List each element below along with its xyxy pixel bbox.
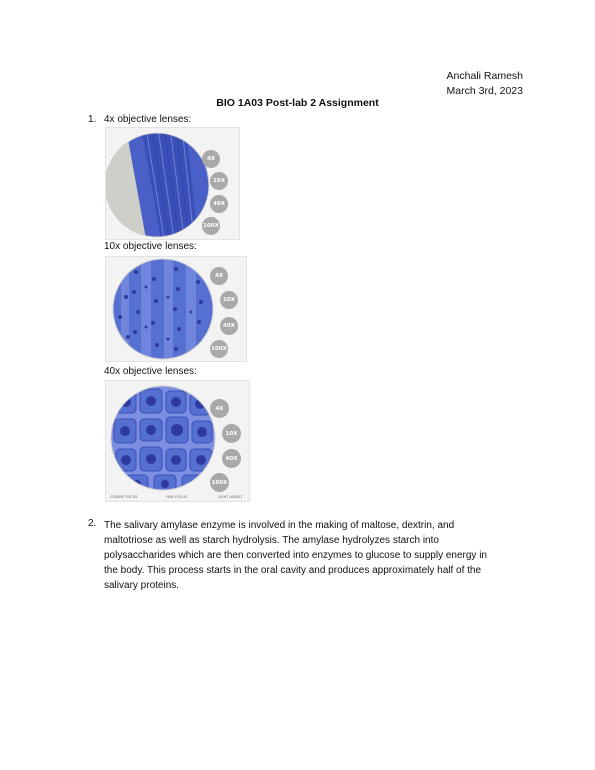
question-1-number: 1.: [88, 114, 97, 125]
zoom-100x-button: 100X: [210, 340, 228, 358]
zoom-4x-button: 4X: [210, 267, 228, 285]
answer-line: polysaccharides which are then converted into enzymes to glucose to supply energy in: [104, 550, 487, 561]
answer-line: the body. This process starts in the oral cavity and produces approximately half of the: [104, 565, 482, 576]
answer-line: The salivary amylase enzyme is involved in the making of maltose, dextrin, and: [104, 520, 455, 531]
answer-line: salivary proteins.: [104, 580, 180, 591]
zoom-100x-button: 100X: [202, 217, 220, 235]
zoom-4x-button: 4X: [202, 150, 220, 168]
zoom-10x-button: 10X: [210, 172, 228, 190]
date: March 3rd, 2023: [446, 85, 523, 97]
zoom-40x-button: 40X: [222, 449, 241, 468]
question-2-answer: [104, 518, 544, 593]
document-title: BIO 1A03 Post-lab 2 Assignment: [216, 97, 379, 109]
zoom-10x-button: 10X: [222, 424, 241, 443]
micrograph-4x: [105, 127, 240, 240]
micrograph-40x: [105, 380, 250, 502]
micrograph-10x: [105, 256, 247, 362]
zoom-40x-button: 40X: [210, 195, 228, 213]
author-name: Anchali Ramesh: [446, 70, 523, 82]
zoom-100x-button: 100X: [210, 473, 229, 492]
zoom-4x-button: 4X: [210, 399, 229, 418]
question-2-number: 2.: [88, 518, 97, 529]
light-adjust-label: LIGHT ADJUST: [218, 495, 243, 499]
zoom-10x-button: 10X: [220, 291, 238, 309]
label-40x: 40x objective lenses:: [104, 366, 197, 377]
label-4x: 4x objective lenses:: [104, 114, 192, 125]
label-10x: 10x objective lenses:: [104, 241, 197, 252]
zoom-40x-button: 40X: [220, 317, 238, 335]
coarse-focus-label: COARSE FOCUS: [110, 495, 138, 499]
fine-focus-label: FINE FOCUS: [166, 495, 187, 499]
answer-line: maltotriose as well as starch hydrolysis. The amylase hydrolyzes starch into: [104, 535, 439, 546]
